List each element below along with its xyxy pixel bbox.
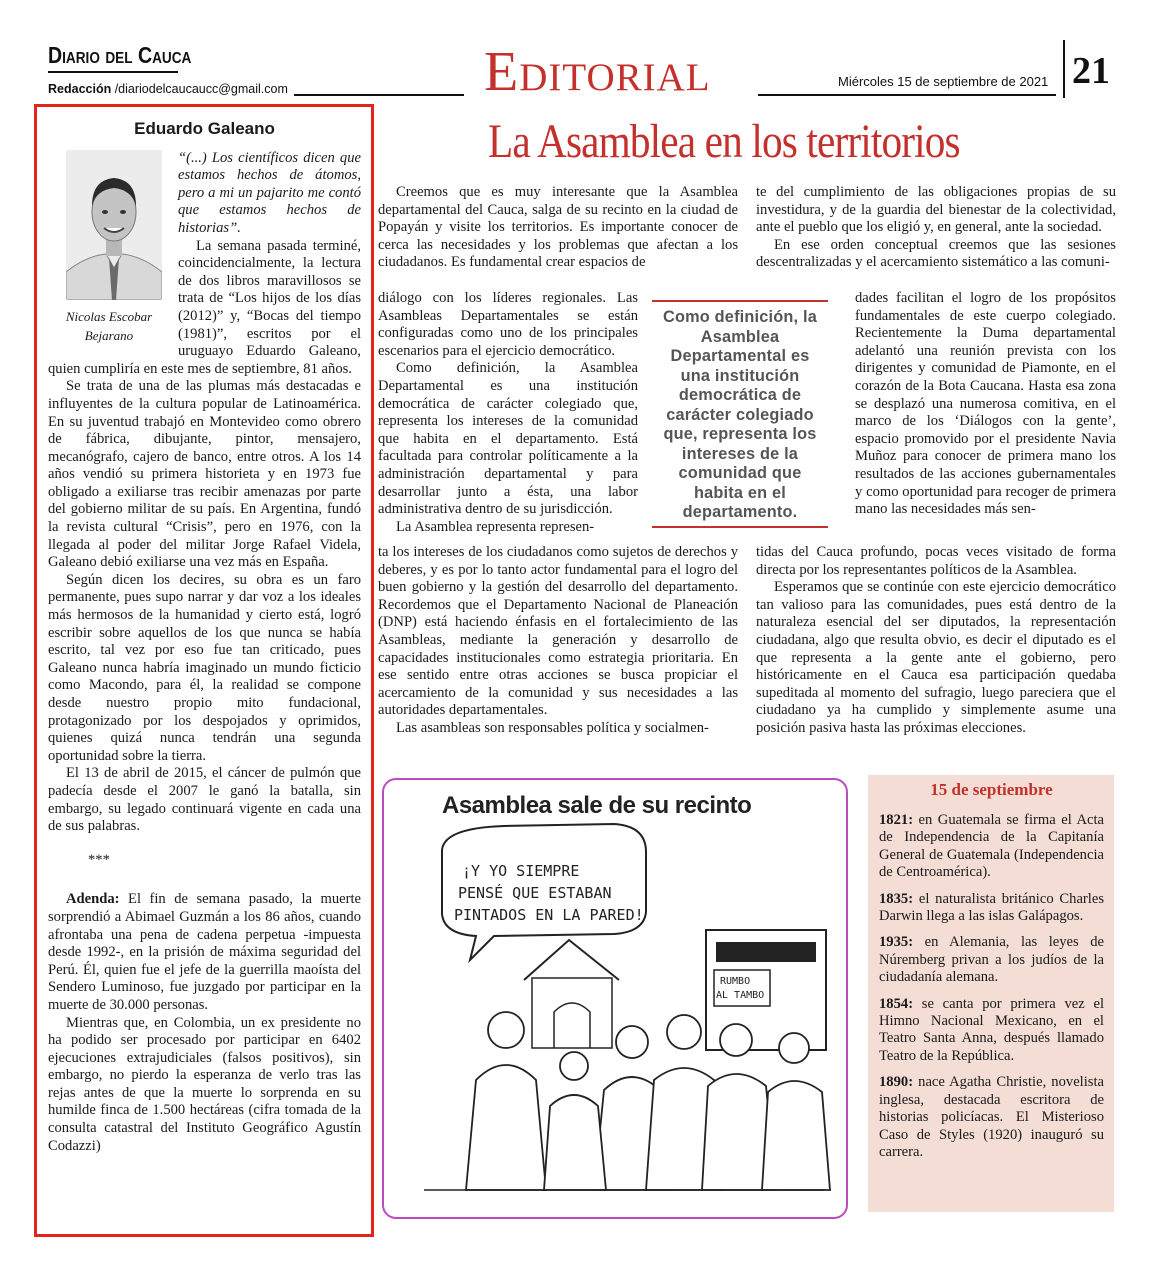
speech-line-2: PENSÉ QUE ESTABAN bbox=[458, 884, 612, 902]
editorial-col2-narrow bbox=[855, 290, 1116, 519]
efemerides-title: 15 de septiembre bbox=[930, 780, 1053, 799]
header-rule-left bbox=[294, 94, 464, 96]
opening-quote: “(...) Los científicos dicen que estamos hechos de átomos, pero a mi un pajarito me contó que estamos hechos de historias”. bbox=[178, 149, 361, 236]
editorial-col2-top bbox=[756, 184, 1116, 272]
adenda-paragraph bbox=[48, 891, 361, 1014]
redaccion-email: /diariodelcaucaucc@gmail.com bbox=[111, 82, 288, 96]
speech-line-3: PINTADOS EN LA PARED! bbox=[454, 906, 644, 924]
efemerides-text: se canta por primera vez el Himno Nacional Mexicano, en el Teatro Santa Anna, después llamado Teatro de la República. bbox=[879, 995, 1104, 1064]
editorial-col1-top bbox=[378, 184, 738, 272]
masthead: Diario del Cauca bbox=[48, 42, 192, 68]
cartoon-drawing bbox=[384, 780, 846, 1217]
header-rule-right bbox=[758, 94, 1056, 96]
efemerides-item bbox=[879, 812, 1104, 882]
efemerides-item bbox=[879, 996, 1104, 1066]
redaccion-line bbox=[48, 82, 288, 96]
editorial-cartoon bbox=[382, 778, 848, 1219]
efemerides-year: 1935: bbox=[879, 934, 914, 951]
pull-quote: Como definición, la Asamblea Departamental es una institución democrática de carácter colegiado que, representa los intereses de la comunidad que habita en el departamento. bbox=[663, 308, 817, 521]
editorial-col1-narrow bbox=[378, 290, 638, 536]
adenda-text: El fin de semana pasado, la muerte sorprendió a Abimael Guzmán a los 86 años, cuando afrontaba una pena de cadena perpetua -impuesta desde 1992-, en la prisión de máxima seguridad del Perú. Él, quien fue el jefe de la guerrilla maoísta del Sendero Luminoso, fue juzgado por participar en la muerte de 30.000 personas. bbox=[48, 891, 361, 1013]
column-paragraph: Según dicen los decires, su obra es un faro permanente, pues supo narrar y dar voz a los ideales más hermosos de la humanidad y cierto está, logró escribir sobre aquellos de los que nunca se había escrito, tal vez por eso fue tan criticado, pues Galeano nunca habría imaginado un mundo ficticio como Macondo, para él, la realidad se compone desde nuestro propio mito fundacional, protagonizado por los despojados y oprimidos, quienes quizá nunca tendrán una segunda oportunidad sobre la tierra. bbox=[48, 571, 361, 764]
efemerides-item bbox=[879, 891, 1104, 926]
column-author-title: Eduardo Galeano bbox=[134, 119, 275, 138]
efemerides-text: el naturalista británico Charles Darwin llega a las islas Galápagos. bbox=[879, 890, 1104, 925]
bus-sign-line-1: RUMBO bbox=[720, 976, 751, 987]
section-separator: *** bbox=[88, 851, 110, 868]
editorial-col2-bottom bbox=[756, 544, 1116, 738]
efemerides-item bbox=[879, 934, 1104, 986]
header-divider bbox=[1063, 40, 1065, 98]
editorial-paragraph: La Asamblea representa represen- bbox=[396, 518, 595, 535]
editorial-paragraph: En ese orden conceptual creemos que las sesiones descentralizadas y el acercamiento sistemático a las comuni- bbox=[756, 236, 1116, 271]
column-paragraph: Se trata de una de las plumas más destacadas e influyentes de la cultura popular de Latinoamérica. En su juventud trabajó en Montevideo como obrero de fábrica, dibujante, pintor, mensajero, mecanógrafo, cajero de banco, entre otros. A los 14 años vendió su primera historieta y en 1973 fue obligado a exiliarse tras recibir amenazas por parte del gobierno militar de su país. En Argentina, fundó la revista cultural “Crisis”, pero en 1976, con la llegada al poder del militar Jorge Rafael Videla, Galeano debió exiliarse una vez más en España. bbox=[48, 378, 361, 571]
editorial-col1-bottom bbox=[378, 544, 738, 738]
efemerides-text: en Alemania, las leyes de Núremberg privan a los judíos de la ciudadanía alemana. bbox=[879, 934, 1104, 986]
issue-date: Miércoles 15 de septiembre de 2021 bbox=[838, 74, 1049, 89]
editorial-paragraph: tidas del Cauca profundo, pocas veces visitado de forma directa por los representantes políticos de la Asamblea. bbox=[756, 544, 1116, 578]
editorial-paragraph: Como definición, la Asamblea Departamental es una institución democrática de carácter colegiado que, representa los intereses de la comunidad que habita en el departamento. Está facultada para controlar políticamente a la administración departamental y para desarrollar junto a ésta, una labor administrativa dentro de su jurisdicción. bbox=[378, 360, 638, 518]
column-paragraph: Mientras que, en Colombia, un ex presidente no ha podido ser procesado por participar en 6402 ejecuciones extrajudiciales (falsos positivos), sin embargo, no pierdo la esperanza de verlo tras las rejas antes de que la muerte lo sorprenda en su humilde finca de 1.500 hectáreas (cifra tomada de la consulta catastral del Instituto Geográfico Agustín Codazzi) bbox=[48, 1014, 361, 1154]
column-paragraph: El 13 de abril de 2015, el cáncer de pulmón que padecía desde el 2007 le ganó la batalla, sin embargo, su legado continuará vigente en cada una de sus palabras. bbox=[48, 765, 361, 835]
efemerides-text: en Guatemala se firma el Acta de Independencia de la Capitanía General de Guatemala (Independencia de Centroamérica). bbox=[879, 812, 1104, 881]
cartoon-title: Asamblea sale de su recinto bbox=[442, 792, 752, 819]
redaccion-label: Redacción bbox=[48, 82, 112, 96]
editorial-paragraph: Esperamos que se continúe con este ejercicio democrático tan valioso para las comunidades, pues está dentro de la naturaleza esencial del ser diputados, la representación ciudadana, algo que resulta obvio, es decir el diputado es el que representa a la gente ante el gobierno, pero históricamente en el Cauca esa participación quedaba supeditada al momento del sufragio, luego pareciera que el ciudadano ya ha cumplido y simplemente asume una posición pasiva hasta las próximas elecciones. bbox=[756, 579, 1116, 736]
photo-caption: Nicolas Escobar Bejarano bbox=[65, 309, 153, 344]
editorial-paragraph: Creemos que es muy interesante que la Asamblea departamental del Cauca, salga de su recinto en la ciudad de Popayán y visite los territorios. Es importante conocer de cerca las necesidades y los problemas que afectan a los ciudadanos. Es fundamental crear espacios de bbox=[378, 184, 738, 271]
opinion-column bbox=[48, 108, 361, 1155]
column-paragraph: La semana pasada terminé, coincidencialmente, la lectura de dos libros maravillosos se trata de “Los hijos de los días (2012)” y, “Bocas del tiempo (1981)”, escritos por el uruguayo Eduardo Galeano, quien cumpliría en este mes de septiembre, 81 años. bbox=[48, 237, 361, 377]
efemerides-item bbox=[879, 1074, 1104, 1161]
page-number: 21 bbox=[1072, 50, 1110, 92]
efemerides-box bbox=[868, 775, 1114, 1212]
masthead-rule bbox=[48, 71, 178, 73]
section-title: Editorial bbox=[484, 41, 711, 103]
efemerides-year: 1821: bbox=[879, 812, 914, 828]
efemerides-year: 1854: bbox=[879, 995, 914, 1012]
editorial-paragraph: diálogo con los líderes regionales. Las Asambleas Departamentales se están configuradas como uno de los principales escenarios para el ejercicio democrático. bbox=[378, 290, 638, 359]
editorial-paragraph: te del cumplimiento de las obligaciones propias de su investidura, y de la guardia del bienestar de la colectividad, ante el pueblo que los eligió y, en general, ante la sociedad. bbox=[756, 184, 1116, 236]
efemerides-year: 1890: bbox=[879, 1074, 914, 1091]
editorial-paragraph: dades facilitan el logro de los propósitos fundamentales de este cuerpo colegiado. Recientemente la Duma departamental adelantó una reunión prevista con los dirigentes y comunidad de Piamonte, en el corazón de la Bota Caucana. Hasta esa zona se desplazó una numerosa comitiva, en el marco de los ‘Diálogos con la gente’, espacio promovido por el presidente Navia Muñoz para conocer de primera mano los resultados de las acciones gubernamentales y como oportunidad para recoger de primera mano las necesidades más sen- bbox=[855, 290, 1116, 518]
adenda-label: Adenda: bbox=[66, 891, 120, 908]
author-photo bbox=[66, 150, 162, 300]
efemerides-text: nace Agatha Christie, novelista inglesa, destacada escritora de historias policíacas. El Misterioso Caso de Styles (1920) inauguró su carrera. bbox=[879, 1074, 1104, 1160]
author-photo-block bbox=[48, 150, 170, 346]
pull-quote-rule-bottom bbox=[652, 526, 828, 528]
editorial-paragraph: ta los intereses de los ciudadanos como sujetos de derechos y deberes, y es por lo tanto actor fundamental para el logro del buen gobierno y la gestión del desarrollo del departamento. Recordemos que el Departamento Nacional de Planeación (DNP) está haciendo énfasis en el fortalecimiento de las Asambleas, mediante la generación y desarrollo de capacidades institucionales como estrategia prioritaria. En ese sentido entre otras acciones se busca propiciar el acercamiento de la comunidad y sus necesidades a las autoridades departamentales. bbox=[378, 544, 738, 719]
speech-line-1: ¡Y YO SIEMPRE bbox=[462, 862, 580, 880]
efemerides-year: 1835: bbox=[879, 890, 914, 907]
editorial-paragraph: Las asambleas son responsables política y socialmen- bbox=[396, 719, 709, 736]
bus-sign-line-2: AL TAMBO bbox=[716, 990, 765, 1001]
editorial-headline: La Asamblea en los territorios bbox=[488, 115, 960, 168]
